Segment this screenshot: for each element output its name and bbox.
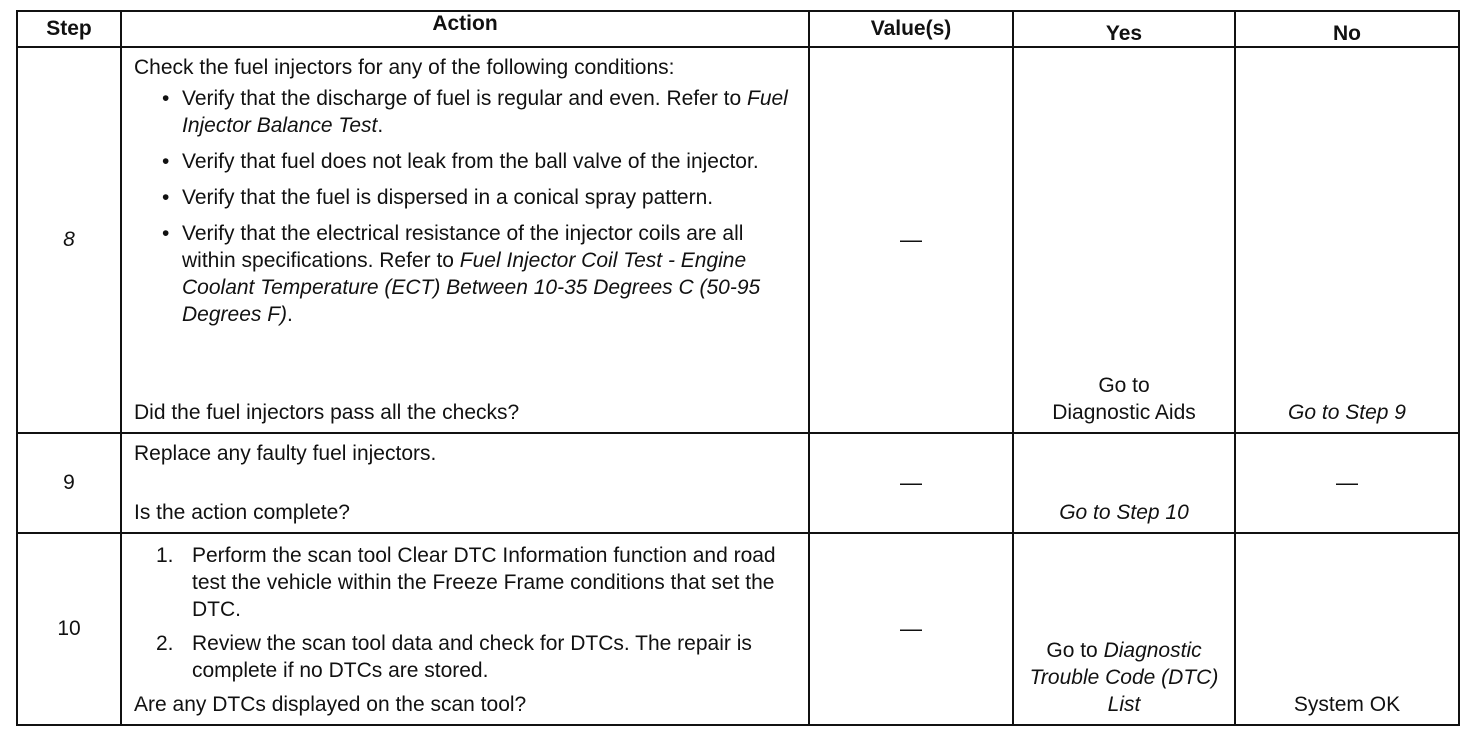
action-intro: Check the fuel injectors for any of the following conditions:: [134, 56, 675, 79]
step-9-label: 9: [63, 471, 75, 494]
header-no: No: [1235, 11, 1459, 47]
value-cell: [809, 433, 1013, 533]
yes-text-line1: Go to: [1098, 374, 1150, 397]
condition-item: • Verify that the electrical resistance of the injector coils are all within specifications. Refer to Fuel Injector Coil Test - Engine Coolant Temperature (ECT) Between 10-35 Degrees C (50-95 Degrees F).: [134, 220, 798, 328]
table-row-step-10: [17, 533, 1459, 725]
action-cell: [121, 533, 809, 725]
no-dash: —: [1336, 470, 1358, 495]
action-intro: Replace any faulty fuel injectors.: [134, 442, 437, 465]
value-dash: —: [900, 470, 922, 495]
yes-prefix: Go to: [1046, 639, 1104, 662]
table-row-step-8: [17, 47, 1459, 433]
procedure-item: 1. Perform the scan tool Clear DTC Information function and road test the vehicle within the Freeze Frame conditions that set the DTC.: [156, 544, 776, 621]
procedure-list: [134, 542, 798, 691]
action-cell: [121, 433, 809, 533]
step-number: [17, 433, 121, 533]
procedure-item: 2. Review the scan tool data and check for DTCs. The repair is complete if no DTCs are stored.: [156, 632, 752, 682]
diagnostic-table: [16, 10, 1460, 726]
step-number: [17, 47, 121, 433]
header-yes: Yes: [1013, 11, 1235, 47]
diagnostic-aids-link[interactable]: Diagnostic Aids: [1052, 401, 1196, 424]
dtc-list-link[interactable]: Diagnostic Trouble Code (DTC) List: [1029, 639, 1219, 716]
header-row: [17, 11, 1459, 47]
no-cell: [1235, 433, 1459, 533]
condition-item: • Verify that fuel does not leak from the ball valve of the injector.: [134, 148, 798, 175]
action-cell: [121, 47, 809, 433]
system-ok-text: System OK: [1293, 693, 1401, 716]
no-cell: [1235, 47, 1459, 433]
condition-list: [134, 85, 798, 337]
value-dash: —: [900, 227, 922, 252]
no-cell: [1235, 533, 1459, 725]
header-step: Step: [17, 11, 121, 47]
step-number: [17, 533, 121, 725]
yes-cell: [1013, 533, 1235, 725]
value-cell: [809, 533, 1013, 725]
go-to-step-10-link[interactable]: Go to Step 10: [1059, 501, 1189, 524]
action-question: Is the action complete?: [134, 501, 350, 524]
header-action: Action: [121, 11, 809, 47]
action-question: Are any DTCs displayed on the scan tool?: [134, 693, 527, 716]
step-8-label: 8: [63, 228, 75, 251]
value-dash: —: [900, 616, 922, 641]
yes-cell: [1013, 47, 1235, 433]
action-question: Did the fuel injectors pass all the checks?: [134, 401, 520, 424]
fuel-injector-balance-test-ref[interactable]: Fuel Injector Balance Test: [182, 87, 788, 137]
step-10-label: 10: [57, 617, 81, 640]
fuel-injector-coil-test-ref[interactable]: Fuel Injector Coil Test - Engine Coolant Temperature (ECT) Between 10-35 Degrees C (50-95 Degrees F): [182, 249, 761, 326]
yes-cell: [1013, 433, 1235, 533]
value-cell: [809, 47, 1013, 433]
header-values: Value(s): [809, 11, 1013, 47]
table-row-step-9: [17, 433, 1459, 533]
go-to-step-9-link[interactable]: Go to Step 9: [1288, 401, 1406, 424]
condition-item: • Verify that the fuel is dispersed in a conical spray pattern.: [134, 184, 798, 211]
condition-item: • Verify that the discharge of fuel is regular and even. Refer to Fuel Injector Balance Test.: [134, 85, 798, 139]
